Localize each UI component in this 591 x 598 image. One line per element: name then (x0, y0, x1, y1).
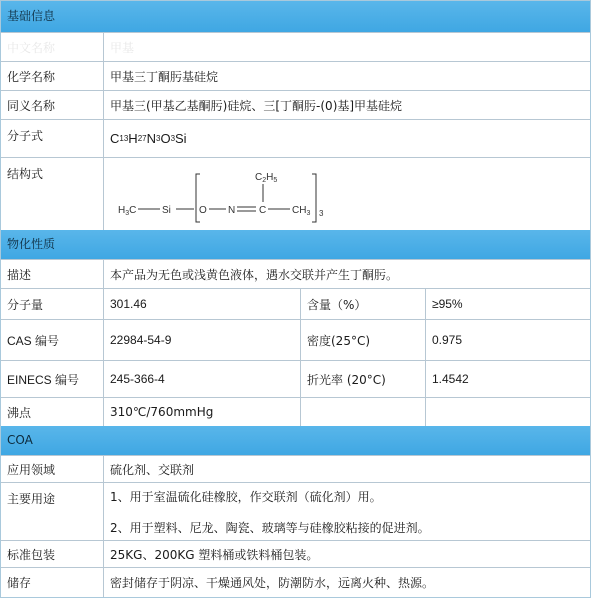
density-label: 密度(25°C) (301, 320, 426, 360)
row-molecular-weight (1, 288, 590, 319)
row-synonym (1, 90, 590, 119)
structure-ch3: $CH_3$ (292, 205, 311, 217)
chemical-name-value: 甲基三丁酮肟基硅烷 (110, 69, 219, 84)
row-description (1, 259, 590, 288)
density-value: 0.975 (432, 333, 463, 347)
structure-oxygen: O (199, 205, 207, 216)
empty-cell-1 (301, 398, 426, 426)
row-packaging (1, 540, 590, 567)
structure-ethyl: $C_2H_5$ (255, 172, 278, 184)
section-header-coa: COA (1, 426, 590, 455)
structure-carbon: C (259, 205, 267, 216)
description-value: 本产品为无色或浅黄色液体，遇水交联并产生丁酮肟。 (110, 267, 399, 282)
formula-label: 分子式 (1, 120, 104, 157)
row-chemical-name (1, 61, 590, 90)
row-faint (1, 32, 590, 61)
row-boiling-point (1, 397, 590, 426)
synonym-label: 同义名称 (1, 91, 104, 119)
cas-label: CAS 编号 (1, 320, 104, 360)
molecular-weight-label: 分子量 (1, 289, 104, 319)
row-application (1, 455, 590, 482)
structure-label: 结构式 (1, 158, 104, 230)
molecular-weight-value: 301.46 (104, 289, 301, 319)
section-header-basic-info: 基础信息 (1, 1, 590, 32)
structure-silicon: Si (162, 205, 171, 216)
row-einecs (1, 360, 590, 397)
boiling-point-value: 310℃/760mmHg (104, 398, 301, 426)
main-use-item-2: 2、用于塑料、尼龙、陶瓷、玻璃等与硅橡胶粘接的促进剂。 (110, 520, 430, 535)
refractive-index-label: 折光率 (20°C) (301, 361, 426, 397)
synonym-value: 甲基三(甲基乙基酮肟)硅烷、三[丁酮肟-(0)基]甲基硅烷 (110, 98, 403, 113)
faint-value: 甲基 (110, 40, 135, 55)
cas-value: 22984-54-9 (104, 320, 301, 360)
row-formula (1, 119, 590, 157)
packaging-label: 标准包装 (1, 541, 104, 567)
main-use-label: 主要用途 (1, 483, 104, 540)
structure-methyl: $H_3C$ (118, 205, 137, 217)
main-use-item-1: 1、用于室温硫化硅橡胶，作交联剂（硫化剂）用。 (110, 489, 382, 504)
application-label: 应用领域 (1, 456, 104, 482)
storage-label: 储存 (1, 568, 104, 597)
row-storage (1, 567, 590, 597)
einecs-label: EINECS 编号 (1, 361, 104, 397)
application-value: 硫化剂、交联剂 (110, 462, 195, 477)
molecular-formula: C 13 H 27 N 3 O 3 Si (110, 131, 187, 146)
row-cas (1, 319, 590, 360)
structural-formula-drawing (104, 158, 344, 230)
faint-label: 中文名称 (1, 33, 104, 61)
structure-repeat: 3 (319, 209, 324, 218)
boiling-point-label: 沸点 (1, 398, 104, 426)
content-label: 含量（%） (301, 289, 426, 319)
refractive-index-value: 1.4542 (432, 372, 469, 386)
einecs-value: 245-366-4 (104, 361, 301, 397)
packaging-value: 25KG、200KG 塑料桶或铁料桶包装。 (110, 547, 319, 562)
structure-nitrogen: N (228, 205, 236, 216)
main-use-values (104, 483, 430, 540)
section-header-physical-props: 物化性质 (1, 230, 590, 259)
row-main-use (1, 482, 590, 540)
content-value: ≥95% (432, 297, 463, 311)
structural-formula (104, 158, 344, 230)
chemical-name-label: 化学名称 (1, 62, 104, 90)
empty-cell-2 (426, 398, 590, 426)
row-structure (1, 157, 590, 230)
description-label: 描述 (1, 260, 104, 288)
storage-value: 密封储存于阴凉、干燥通风处，防潮防水，远离火种、热源。 (110, 576, 435, 590)
